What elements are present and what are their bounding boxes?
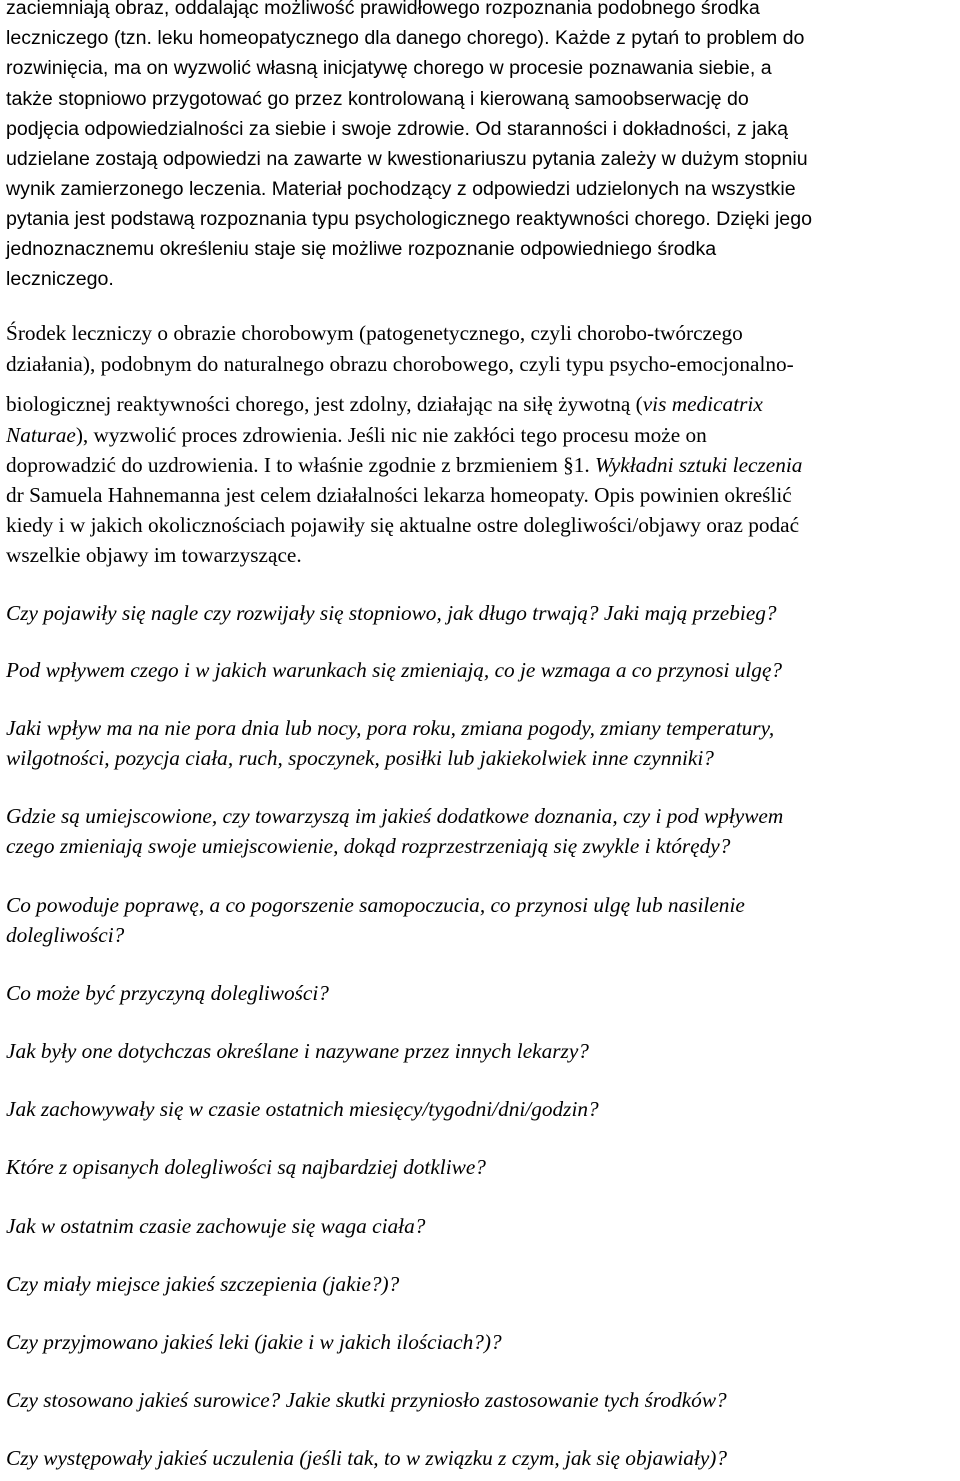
question-line: wilgotności, pozycja ciała, ruch, spoczynek, posiłki lub jakiekolwiek inne czynniki?	[6, 746, 714, 770]
text-line: kiedy i w jakich okolicznościach pojawiły się aktualne ostre dolegliwości/objawy oraz podać	[6, 513, 800, 537]
text-line: doprowadzić do uzdrowienia. I to właśnie zgodnie z brzmieniem §1. Wykładni sztuki leczenia	[6, 453, 803, 477]
text-line: jednoznacznemu określeniu staje się możliwe rozpoznanie odpowiedniego środka	[6, 238, 717, 260]
text-line: podjęcia odpowiedzialności za siebie i swoje zdrowie. Od staranności i dokładności, z jaką	[6, 118, 789, 140]
text-line: wszelkie objawy im towarzyszące.	[6, 543, 302, 567]
question-line: Co powoduje poprawę, a co pogorszenie samopoczucia, co przynosi ulgę lub nasilenie	[6, 893, 745, 917]
question-line: Czy miały miejsce jakieś szczepienia (jakie?)?	[6, 1272, 400, 1296]
text-line: rozwinięcia, ma on wyzwolić własną inicjatywę chorego w procesie poznawania siebie, a	[6, 57, 772, 79]
question-line: Jak w ostatnim czasie zachowuje się waga ciała?	[6, 1214, 426, 1238]
question-line: Czy przyjmowano jakieś leki (jakie i w jakich ilościach?)?	[6, 1330, 502, 1354]
question-line: Jak zachowywały się w czasie ostatnich miesięcy/tygodni/dni/godzin?	[6, 1097, 599, 1121]
question-line: Jak były one dotychczas określane i nazywane przez innych lekarzy?	[6, 1039, 589, 1063]
text-line: Środek leczniczy o obrazie chorobowym (patogenetycznego, czyli chorobo-twórczego	[6, 321, 743, 345]
question-line: Czy występowały jakieś uczulenia (jeśli tak, to w związku z czym, jak się objawiały)?	[6, 1446, 728, 1470]
question-line: Gdzie są umiejscowione, czy towarzyszą im jakieś dodatkowe doznania, czy i pod wpływem	[6, 804, 784, 828]
text-line: leczniczego.	[6, 268, 114, 290]
text-line: działania), podobnym do naturalnego obrazu chorobowego, czyli typu psycho-emocjonalno-	[6, 352, 794, 376]
text-line: zaciemniają obraz, oddalając możliwość prawidłowego rozpoznania podobnego środka	[6, 0, 760, 19]
question-line: Pod wpływem czego i w jakich warunkach się zmieniają, co je wzmaga a co przynosi ulgę?	[6, 658, 783, 682]
text-line: biologicznej reaktywności chorego, jest zdolny, działając na siłę żywotną (vis medicatrix	[6, 392, 763, 416]
text-line: także stopniowo przygotować go przez kontrolowaną i kierowaną samoobserwację do	[6, 88, 749, 110]
text-line: wynik zamierzonego leczenia. Materiał pochodzący z odpowiedzi udzielonych na wszystkie	[6, 178, 796, 200]
question-line: Co może być przyczyną dolegliwości?	[6, 981, 329, 1005]
text-line: pytania jest podstawą rozpoznania typu psychologicznego reaktywności chorego. Dzięki jego	[6, 208, 812, 230]
text-line: Naturae), wyzwolić proces zdrowienia. Jeśli nic nie zakłóci tego procesu może on	[6, 423, 707, 447]
question-line: czego zmieniają swoje umiejscowienie, dokąd rozprzestrzeniają się zwykle i którędy?	[6, 834, 731, 858]
question-line: Które z opisanych dolegliwości są najbardziej dotkliwe?	[6, 1155, 486, 1179]
text-line: leczniczego (tzn. leku homeopatycznego dla danego chorego). Każde z pytań to problem do	[6, 27, 805, 49]
question-line: Czy stosowano jakieś surowice? Jakie skutki przyniosło zastosowanie tych środków?	[6, 1388, 727, 1412]
question-line: dolegliwości?	[6, 923, 125, 947]
question-line: Jaki wpływ ma na nie pora dnia lub nocy, pora roku, zmiana pogody, zmiany temperatury,	[6, 716, 775, 740]
text-line: dr Samuela Hahnemanna jest celem działalności lekarza homeopaty. Opis powinien określić	[6, 483, 792, 507]
question-line: Czy pojawiły się nagle czy rozwijały się stopniowo, jak długo trwają? Jaki mają przebieg?	[6, 601, 777, 625]
text-line: udzielane zostają odpowiedzi na zawarte w kwestionariuszu pytania zależy w dużym stopniu	[6, 148, 808, 170]
